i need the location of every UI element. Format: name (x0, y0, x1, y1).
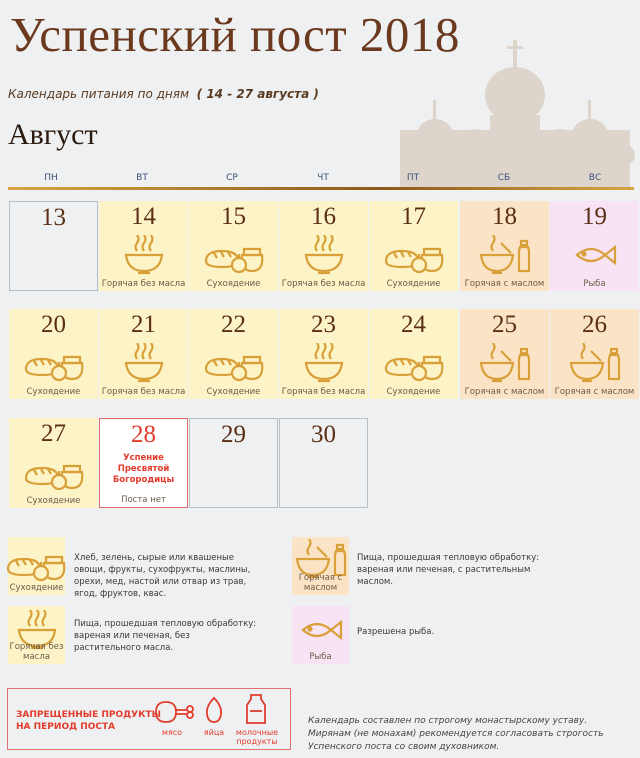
day-cell-25 (460, 309, 549, 399)
day-number: 23 (311, 311, 336, 338)
page-subtitle (8, 87, 319, 101)
day-label: Сухоядение (386, 279, 441, 289)
legend-hot-oil-text: Пища, прошедшая тепловую обработку: вареная или печеная, с растительным маслом. (357, 553, 540, 587)
header-divider (8, 187, 634, 190)
legend-fish-text: Разрешена рыба. (357, 627, 435, 637)
dry-food-icon (384, 343, 444, 383)
feast-name: Успение Пресвятой Богородицы (112, 453, 175, 485)
day-number: 30 (311, 421, 336, 448)
dry-food-icon (384, 235, 444, 275)
day-number: 19 (582, 203, 607, 230)
day-label: Горячая с маслом (464, 279, 545, 289)
day-cell-16 (279, 201, 368, 291)
legend-hot-no-oil-text: Пища, прошедшая тепловую обработку: вареная или печеная, без растительного масла. (74, 619, 257, 653)
dry-food-icon (204, 343, 264, 383)
day-cell-24 (369, 309, 458, 399)
day-number: 22 (221, 311, 246, 338)
day-number: 25 (492, 311, 517, 338)
weekday-wed: СР (226, 173, 238, 183)
day-cell-15 (189, 201, 278, 291)
legend-hot-oil-label: Горячая с маслом (298, 573, 343, 593)
day-label: Горячая без масла (101, 387, 186, 397)
meat-icon (152, 698, 196, 726)
footnote-line1: Календарь составлен по строгому монастырскому уставу. (308, 716, 588, 726)
day-number: 13 (41, 204, 66, 231)
weekday-sun: ВС (588, 173, 602, 183)
dry-food-icon (204, 235, 264, 275)
day-number: 17 (401, 203, 426, 230)
subtitle-range: ( 14 - 27 августа ) (196, 87, 319, 101)
day-label: Сухоядение (206, 387, 261, 397)
month-title: Август (8, 118, 98, 151)
milk-icon (245, 693, 267, 725)
day-number: 28 (131, 421, 156, 448)
legend-hot-oil-swatch (292, 537, 349, 595)
day-label: Горячая с маслом (464, 387, 545, 397)
footnote-line2: Мирянам (не монахам) рекомендуется согласовать строгость (308, 729, 604, 739)
day-number: 18 (492, 203, 517, 230)
hot-no-oil-icon (120, 343, 168, 383)
footnote-line3: Успенского поста со своим духовником. (308, 742, 500, 752)
subtitle-text: Календарь питания по дням (8, 87, 190, 101)
weekday-mon: ПН (44, 173, 58, 183)
page-title: Успенский пост 2018 (10, 7, 460, 62)
day-number: 27 (41, 420, 66, 447)
legend-hot-no-oil-swatch (8, 606, 65, 664)
day-number: 26 (582, 311, 607, 338)
day-cell-13 (9, 201, 98, 291)
hot-oil-icon (477, 235, 533, 275)
hot-oil-icon (567, 343, 623, 383)
day-cell-22 (189, 309, 278, 399)
day-label: Горячая без масла (101, 279, 186, 289)
dry-food-icon (24, 343, 84, 383)
fish-icon (297, 610, 345, 650)
dry-food-icon (24, 452, 84, 492)
day-label: Горячая с маслом (554, 387, 635, 397)
day-cell-26 (550, 309, 639, 399)
day-number: 21 (131, 311, 156, 338)
hot-oil-icon (477, 343, 533, 383)
day-label: Рыба (583, 279, 606, 289)
forbidden-item-meat: мясо (161, 728, 183, 737)
forbidden-title-line1: ЗАПРЕЩЕННЫЕ ПРОДУКТЫ (16, 710, 161, 720)
day-cell-21 (99, 309, 188, 399)
day-label: Сухоядение (206, 279, 261, 289)
day-label: Сухоядение (26, 387, 81, 397)
day-label: Горячая без масла (281, 279, 366, 289)
day-number: 14 (131, 203, 156, 230)
day-cell-27 (9, 418, 98, 508)
day-cell-14 (99, 201, 188, 291)
dry-food-icon (6, 543, 66, 583)
forbidden-title (16, 709, 161, 733)
day-label: Сухоядение (386, 387, 441, 397)
day-cell-17 (369, 201, 458, 291)
day-cell-30 (279, 418, 368, 508)
day-label: Сухоядение (26, 496, 81, 506)
weekday-sat: СБ (497, 173, 511, 183)
weekday-thu: ЧТ (317, 173, 329, 183)
forbidden-title-line2: НА ПЕРИОД ПОСТА (16, 722, 116, 732)
day-cell-23 (279, 309, 368, 399)
forbidden-item-dairy: молочные продукты (235, 728, 279, 746)
day-number: 16 (311, 203, 336, 230)
hot-no-oil-icon (120, 235, 168, 275)
legend-fish-label: Рыба (309, 652, 332, 662)
legend-dry-label: Сухоядение (9, 583, 64, 593)
day-number: 15 (221, 203, 246, 230)
day-cell-19 (550, 201, 639, 291)
day-number: 29 (221, 421, 246, 448)
forbidden-item-eggs: яйца (203, 728, 225, 737)
fish-icon (571, 235, 619, 275)
weekday-tue: ВТ (136, 173, 148, 183)
day-cell-28 (99, 418, 188, 508)
day-cell-29 (189, 418, 278, 508)
day-number: 24 (401, 311, 426, 338)
legend-hot-no-oil-label: Горячая без масла (9, 642, 64, 662)
hot-no-oil-icon (300, 343, 348, 383)
egg-icon (204, 696, 224, 724)
day-label: Горячая без масла (281, 387, 366, 397)
day-cell-18 (460, 201, 549, 291)
day-cell-20 (9, 309, 98, 399)
day-label: Поста нет (121, 495, 166, 505)
legend-dry-text: Хлеб, зелень, сырые или квашеные овощи, фрукты, сухофрукты, маслины, орехи, мед, настой или отвар из трав, ягод, фруктов, квас. (74, 553, 251, 599)
footnote (308, 715, 604, 754)
day-number: 20 (41, 311, 66, 338)
weekday-fri: ПТ (406, 173, 420, 183)
legend-fish-swatch (292, 606, 349, 664)
hot-no-oil-icon (300, 235, 348, 275)
legend-dry-swatch (8, 537, 65, 595)
